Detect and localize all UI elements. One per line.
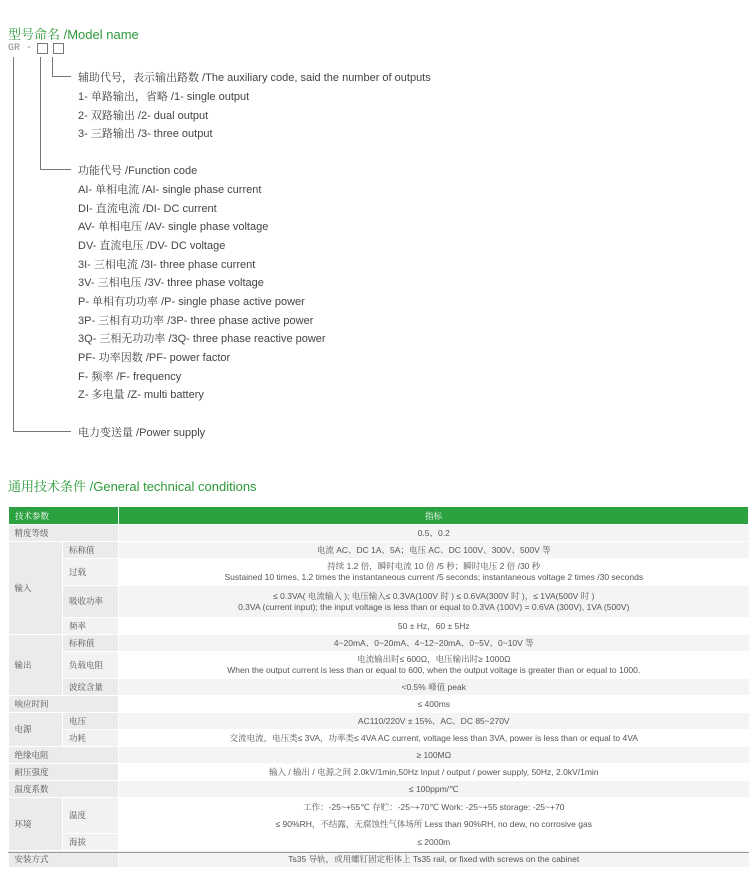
value-input-power-en: 0.3VA (current input); the input voltage is less than or equal to 0.3VA (100V) = 0.6VA (300V), 1VA (500V) bbox=[238, 601, 630, 612]
sub-env-temperature: 温度 bbox=[63, 798, 119, 834]
model-code-prefix: GR - bbox=[8, 43, 33, 54]
sub-supply-voltage: 电压 bbox=[63, 713, 119, 730]
row-input-overload bbox=[9, 559, 749, 586]
model-name-title: 型号命名 /Model name bbox=[8, 27, 139, 42]
value-temp-coef: ≤ 100ppm/℃ bbox=[119, 781, 749, 798]
table-bottom-rule bbox=[8, 852, 749, 853]
value-insulation: ≥ 100MΩ bbox=[119, 747, 749, 764]
row-response bbox=[9, 696, 749, 713]
header-param: 技术参数 bbox=[9, 507, 119, 525]
param-supply: 电源 bbox=[9, 713, 63, 747]
tree-line-gr-vertical bbox=[13, 57, 14, 431]
sub-input-nominal: 标称值 bbox=[63, 542, 119, 559]
value-supply-consumption: 交流电流，电压类≤ 3VA，功率类≤ 4VA AC current, voltage less than 3VA, power is less than or equal to 4VA bbox=[119, 730, 749, 747]
table-header-row bbox=[9, 507, 749, 525]
value-input-overload-en: Sustained 10 times, 1.2 times the instantaneous current /5 seconds; instantaneous voltage 2 times /30 seconds bbox=[224, 572, 644, 582]
row-mounting bbox=[9, 851, 749, 868]
power-supply-label: 电力变送量 /Power supply bbox=[78, 427, 206, 439]
row-supply-voltage bbox=[9, 713, 749, 730]
sub-supply-consumption: 功耗 bbox=[63, 730, 119, 747]
row-output-load bbox=[9, 652, 749, 679]
value-env-temperature-2: ≤ 90%RH，不结露，无腐蚀性气体场所 Less than 90%RH, no dew, no corrosive gas bbox=[275, 818, 592, 829]
model-code bbox=[8, 43, 64, 54]
value-input-nominal: 电流 AC、DC 1A、5A；电压 AC、DC 100V、300V、500V 等 bbox=[119, 542, 749, 559]
value-output-load-en: When the output current is less than or equal to 600, when the output voltage is greater than or equal to 1000. bbox=[227, 665, 641, 675]
value-supply-voltage: AC110/220V ± 15%、AC、DC 85~270V bbox=[119, 713, 749, 730]
value-output-load bbox=[119, 652, 749, 679]
value-withstand: 输入 / 输出 / 电源之间 2.0kV/1min,50Hz Input / output / power supply, 50Hz, 2.0kV/1min bbox=[119, 764, 749, 781]
param-environment: 环境 bbox=[9, 798, 63, 851]
value-env-altitude: ≤ 2000m bbox=[119, 834, 749, 851]
row-env-temperature bbox=[9, 798, 749, 834]
aux-code-item: 3- 三路输出 /3- three output bbox=[78, 128, 213, 140]
function-code-item: 3Q- 三相无功功率 /3Q- three phase reactive power bbox=[78, 333, 326, 345]
row-supply-consumption bbox=[9, 730, 749, 747]
function-code-item: 3V- 三相电压 /3V- three phase voltage bbox=[78, 277, 264, 289]
sub-input-frequency: 频率 bbox=[63, 618, 119, 635]
value-output-ripple: <0.5% 峰值 peak bbox=[119, 679, 749, 696]
function-code-item: P- 单相有功功率 /P- single phase active power bbox=[78, 296, 305, 308]
row-insulation bbox=[9, 747, 749, 764]
function-code-item: 3I- 三相电流 /3I- three phase current bbox=[78, 259, 256, 271]
value-accuracy: 0.5、0.2 bbox=[119, 525, 749, 542]
tech-spec-table bbox=[8, 506, 749, 868]
tree-line-func-vertical bbox=[40, 57, 41, 169]
aux-code-label: 辅助代号，表示输出路数 /The auxiliary code, said the number of outputs bbox=[78, 72, 431, 84]
value-env-temperature bbox=[119, 798, 749, 834]
row-input-nominal bbox=[9, 542, 749, 559]
value-response: ≤ 400ms bbox=[119, 696, 749, 713]
row-withstand bbox=[9, 764, 749, 781]
value-env-temperature-1: 工作：-25~+55℃ 存贮：-25~+70℃ Work: -25~+55 storage: -25~+70 bbox=[303, 801, 565, 812]
param-accuracy: 精度等级 bbox=[9, 525, 119, 542]
value-output-nominal: 4~20mA、0~20mA、4~12~20mA、0~5V、0~10V 等 bbox=[119, 635, 749, 652]
value-input-overload bbox=[119, 559, 749, 586]
row-temp-coef bbox=[9, 781, 749, 798]
sub-output-nominal: 标称值 bbox=[63, 635, 119, 652]
row-accuracy bbox=[9, 525, 749, 542]
tree-line-gr-horizontal bbox=[13, 431, 71, 432]
param-input: 输入 bbox=[9, 542, 63, 635]
function-code-box-icon bbox=[37, 43, 48, 54]
tree-line-aux-vertical bbox=[52, 57, 53, 76]
row-input-frequency bbox=[9, 618, 749, 635]
sub-env-altitude: 海拔 bbox=[63, 834, 119, 851]
param-response: 响应时间 bbox=[9, 696, 119, 713]
function-code-item: PF- 功率因数 /PF- power factor bbox=[78, 352, 231, 364]
sub-output-ripple: 波纹含量 bbox=[63, 679, 119, 696]
value-input-power bbox=[119, 586, 749, 618]
value-input-overload-cn: 持续 1.2 倍，瞬时电流 10 倍 /5 秒；瞬时电压 2 倍 /30 秒 bbox=[327, 561, 541, 571]
function-code-item: AV- 单相电压 /AV- single phase voltage bbox=[78, 221, 269, 233]
sub-output-load: 负载电阻 bbox=[63, 652, 119, 679]
param-withstand: 耐压强度 bbox=[9, 764, 119, 781]
function-code-label: 功能代号 /Function code bbox=[78, 165, 198, 177]
function-code-item: AI- 单相电流 /AI- single phase current bbox=[78, 184, 262, 196]
param-insulation: 绝缘电阻 bbox=[9, 747, 119, 764]
function-code-item: DV- 直流电压 /DV- DC voltage bbox=[78, 240, 226, 252]
aux-code-box-icon bbox=[53, 43, 64, 54]
sub-input-power: 吸收功率 bbox=[63, 586, 119, 618]
tree-line-func-horizontal bbox=[40, 169, 71, 170]
param-temp-coef: 温度系数 bbox=[9, 781, 119, 798]
row-output-nominal bbox=[9, 635, 749, 652]
function-code-item: DI- 直流电流 /DI- DC current bbox=[78, 203, 217, 215]
row-output-ripple bbox=[9, 679, 749, 696]
function-code-item: F- 频率 /F- frequency bbox=[78, 371, 182, 383]
value-input-power-cn: ≤ 0.3VA( 电流输入 ); 电压输入≤ 0.3VA(100V 时 ) ≤ 0.6VA(300V 时 )，≤ 1VA(500V 时 ) bbox=[273, 590, 595, 601]
function-code-item: Z- 多电量 /Z- multi battery bbox=[78, 389, 204, 401]
sub-input-overload: 过载 bbox=[63, 559, 119, 586]
value-mounting: Ts35 导轨，或用螺钉固定柜体上 Ts35 rail, or fixed with screws on the cabinet bbox=[119, 851, 749, 868]
row-env-altitude bbox=[9, 834, 749, 851]
param-output: 输出 bbox=[9, 635, 63, 696]
param-mounting: 安装方式 bbox=[9, 851, 119, 868]
value-input-frequency: 50 ± Hz，60 ± 5Hz bbox=[119, 618, 749, 635]
tree-line-aux-horizontal bbox=[52, 76, 71, 77]
aux-code-item: 1- 单路输出，省略 /1- single output bbox=[78, 91, 250, 103]
value-output-load-cn: 电流输出时≤ 600Ω，电压输出时≥ 1000Ω bbox=[357, 654, 511, 664]
aux-code-item: 2- 双路输出 /2- dual output bbox=[78, 110, 209, 122]
function-code-item: 3P- 三相有功功率 /3P- three phase active power bbox=[78, 315, 314, 327]
header-value: 指标 bbox=[119, 507, 749, 525]
row-input-power bbox=[9, 586, 749, 618]
tech-conditions-title: 通用技术条件 /General technical conditions bbox=[8, 479, 257, 494]
